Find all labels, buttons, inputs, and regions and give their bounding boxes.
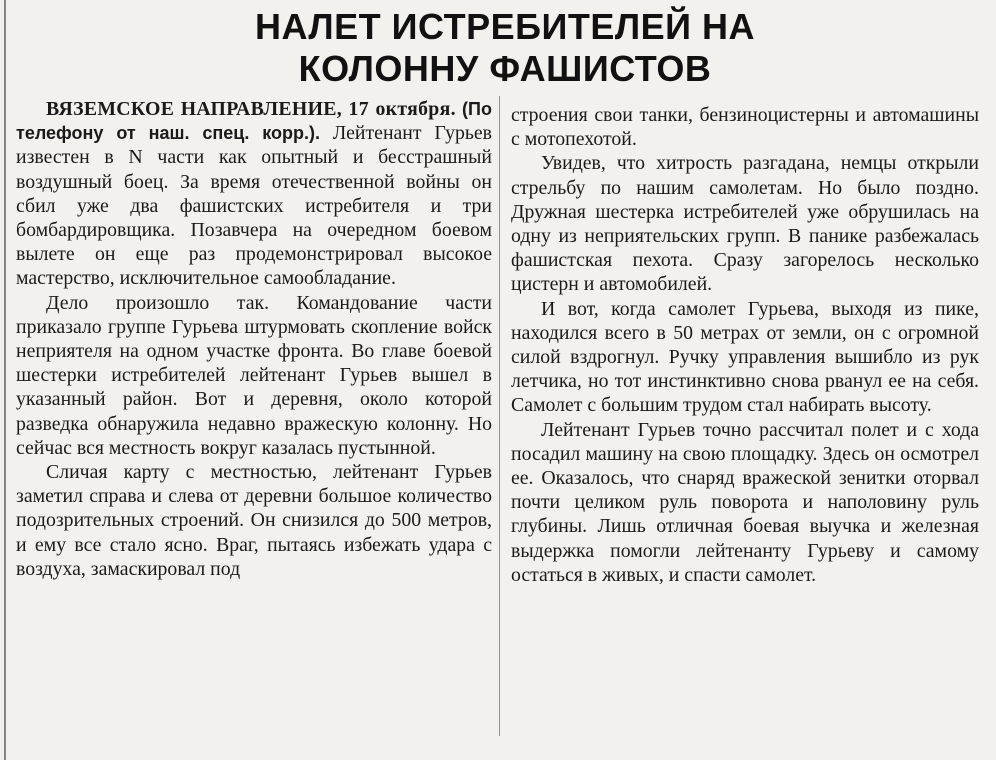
article-paragraph: Сличая карту с местностью, лейтенант Гурьев заметил справа и слева от деревни большое количество подозрительных строений. Он снизился до 500 метров, и ему все стало ясно. Враг, пытаясь избежать удара с воздуха, замаскировал под <box>16 461 492 580</box>
article-paragraph-continued: строения свои танки, бензиноцистерны и автомашины с мотопехотой. <box>511 104 979 151</box>
article-headline <box>0 6 996 90</box>
article-paragraph: Дело произошло так. Командование части приказало группе Гурьева штурмовать скопление войск неприятеля на одном участке фронта. Во главе боевой шестерки истребителей лейтенант Гурьев вышел в указанный район. Вот и деревня, около которой разведка обнаружила недавно вражескую колонну. Но сейчас вся местность вокруг казалась пустынной. <box>16 291 492 459</box>
article-column-right <box>511 103 979 587</box>
article-paragraph: Лейтенант Гурьев точно рассчитал полет и с хода посадил машину на свою площадку. Здесь он осмотрел ее. Оказалось, что снаряд вражеской зенитки оторвал почти целиком руль поворота и наполовину руль глубины. Лишь отличная боевая выучка и железная выдержка помогли лейтенанту Гурьеву и самому остаться в живых, и спасти самолет. <box>511 418 979 586</box>
paragraph-text: Лейтенант Гурьев известен в N части как опытный и бесстрашный воздушный боец. За время отечественной войны он сбил уже два фашистских истребителя и три бомбардировщика. Позавчера на очередном боевом вылете он еще раз продемонстрировал высокое мастерство, исключительное самообладание. <box>16 122 492 290</box>
article-column-left <box>16 97 492 581</box>
correspondent-credit: (По телефону от наш. спец. корр.). <box>16 99 492 144</box>
column-divider <box>499 96 500 736</box>
headline-line-2: КОЛОННУ ФАШИСТОВ <box>298 48 712 89</box>
headline-line-1: НАЛЕТ ИСТРЕБИТЕЛЕЙ НА <box>254 6 756 47</box>
page-edge-rule <box>4 0 6 760</box>
article-lead-paragraph <box>16 97 492 291</box>
article-paragraph: Увидев, что хитрость разгадана, немцы открыли стрельбу по нашим самолетам. Но было поздно. Дружная шестерка истребителей уже обрушилась на одну из неприятельских групп. В панике разбежалась фашистская пехота. Сразу загорелось несколько цистерн и автомобилей. <box>511 152 979 296</box>
dateline: ВЯЗЕМСКОЕ НАПРАВЛЕНИЕ, 17 октября. <box>46 98 456 120</box>
article-paragraph: И вот, когда самолет Гурьева, выходя из пике, находился всего в 50 метрах от земли, он с огромной силой вздрогнул. Ручку управления вышибло из рук летчика, но тот инстинктивно снова рванул ее на себя. Самолет с большим трудом стал набирать высоту. <box>511 297 979 417</box>
